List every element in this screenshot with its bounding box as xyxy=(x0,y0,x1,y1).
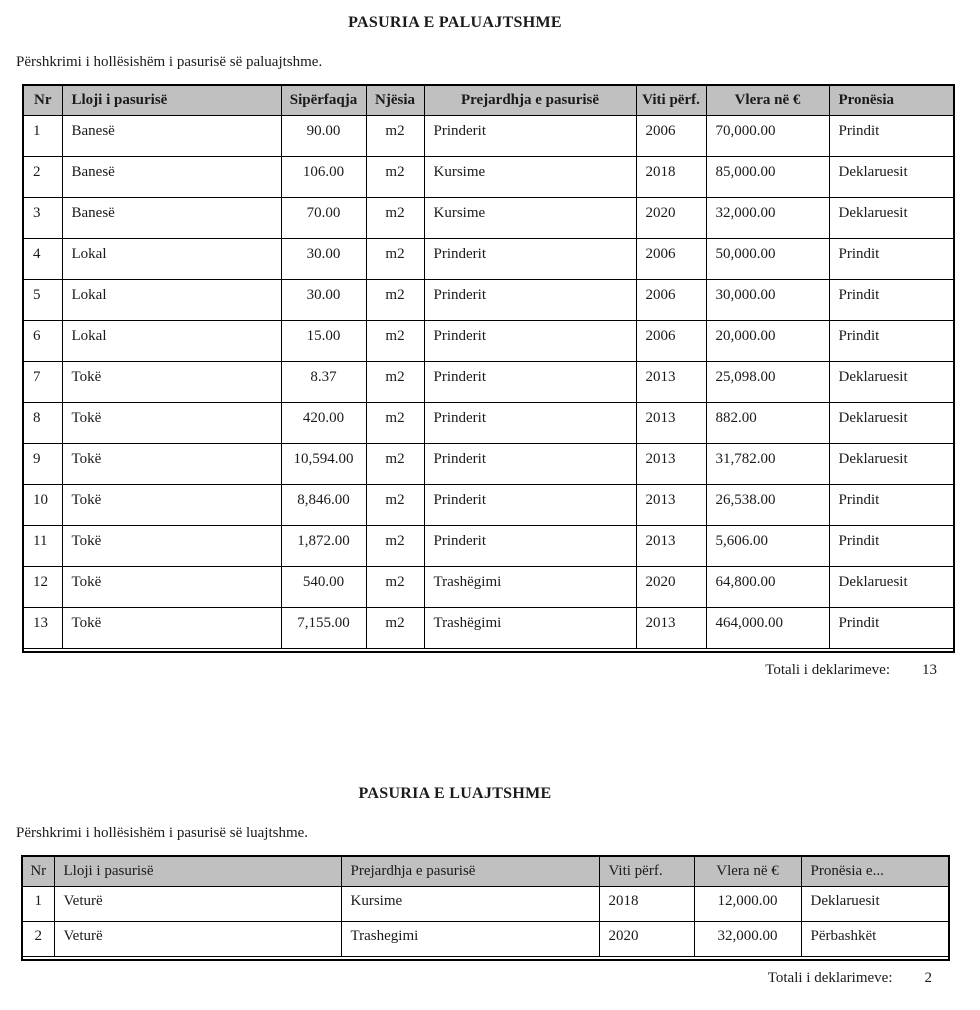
table-cell: 10 xyxy=(23,484,62,525)
table-row xyxy=(23,443,954,484)
table-cell: 32,000.00 xyxy=(694,921,801,956)
table-cell: 70.00 xyxy=(281,197,366,238)
table-cell: 2013 xyxy=(636,607,706,648)
table-cell: 26,538.00 xyxy=(706,484,829,525)
table-cell: Prindit xyxy=(829,607,954,648)
table-cell: 2020 xyxy=(599,921,694,956)
table-cell: m2 xyxy=(366,566,424,607)
table-cell: 2018 xyxy=(636,156,706,197)
column-header-prejardhja: Prejardhja e pasurisë xyxy=(424,85,636,115)
table-cell: m2 xyxy=(366,525,424,566)
table-row xyxy=(23,525,954,566)
table-cell: Prinderit xyxy=(424,238,636,279)
table-cell: 11 xyxy=(23,525,62,566)
table-cell: Tokë xyxy=(62,607,281,648)
table-cell: 8 xyxy=(23,402,62,443)
table-cell: Prindit xyxy=(829,320,954,361)
section-title-immovable: PASURIA E PALUAJTSHME xyxy=(348,14,562,31)
table-cell: Deklaruesit xyxy=(829,197,954,238)
section-description-movable: Përshkrimi i hollësishëm i pasurisë së luajtshme. xyxy=(16,825,309,841)
table-cell: 10,594.00 xyxy=(281,443,366,484)
table-cell: m2 xyxy=(366,402,424,443)
table-cell: Deklaruesit xyxy=(829,566,954,607)
table-cell: 30,000.00 xyxy=(706,279,829,320)
column-header-siperfaqja: Sipërfaqja xyxy=(281,85,366,115)
table-cell: Tokë xyxy=(62,566,281,607)
table-cell: Banesë xyxy=(62,115,281,156)
table-cell: 8.37 xyxy=(281,361,366,402)
table-header-row xyxy=(22,856,949,886)
table-cell: Kursime xyxy=(341,886,599,921)
table-cell: 70,000.00 xyxy=(706,115,829,156)
table-cell: Prinderit xyxy=(424,320,636,361)
table-row xyxy=(23,115,954,156)
table-cell: Lokal xyxy=(62,279,281,320)
column-header-njesia: Njësia xyxy=(366,85,424,115)
table-cell: Tokë xyxy=(62,402,281,443)
column-header-prejardhja: Prejardhja e pasurisë xyxy=(341,856,599,886)
section-spacer xyxy=(0,679,980,785)
table-cell: 25,098.00 xyxy=(706,361,829,402)
table-cell: Tokë xyxy=(62,525,281,566)
table-cell: 12,000.00 xyxy=(694,886,801,921)
column-header-lloji: Lloji i pasurisë xyxy=(54,856,341,886)
table-cell: 31,782.00 xyxy=(706,443,829,484)
column-header-vlera: Vlera në € xyxy=(706,85,829,115)
table-cell: m2 xyxy=(366,197,424,238)
table-cell: Prinderit xyxy=(424,525,636,566)
table-cell: Veturë xyxy=(54,886,341,921)
table-cell: Prindit xyxy=(829,484,954,525)
table-footer xyxy=(22,956,949,960)
table-row xyxy=(23,566,954,607)
table-cell: 4 xyxy=(23,238,62,279)
table-row xyxy=(23,156,954,197)
table-body xyxy=(23,115,954,648)
table-cell: 7 xyxy=(23,361,62,402)
table-cell: m2 xyxy=(366,115,424,156)
table-cell: 5,606.00 xyxy=(706,525,829,566)
table-cell: 30.00 xyxy=(281,238,366,279)
table-cell: 15.00 xyxy=(281,320,366,361)
section-description-immovable: Përshkrimi i hollësishëm i pasurisë së paluajtshme. xyxy=(16,54,323,70)
table-cell: 30.00 xyxy=(281,279,366,320)
table-cell: m2 xyxy=(366,238,424,279)
table-cell: 2020 xyxy=(636,197,706,238)
table-cell: Trashegimi xyxy=(341,921,599,956)
table-cell: Prinderit xyxy=(424,484,636,525)
table-cell: Deklaruesit xyxy=(829,361,954,402)
table-cell: 5 xyxy=(23,279,62,320)
table-cell: 1 xyxy=(23,115,62,156)
section-movable-property xyxy=(0,785,980,987)
table-cell: 13 xyxy=(23,607,62,648)
table-cell: 9 xyxy=(23,443,62,484)
table-cell: 50,000.00 xyxy=(706,238,829,279)
table-cell: Banesë xyxy=(62,156,281,197)
table-cell: 464,000.00 xyxy=(706,607,829,648)
table-cell: 6 xyxy=(23,320,62,361)
table-cell: m2 xyxy=(366,320,424,361)
table-cell: 2018 xyxy=(599,886,694,921)
table-cell: 882.00 xyxy=(706,402,829,443)
table-row xyxy=(22,921,949,956)
table-cell: Prindit xyxy=(829,238,954,279)
totals-value: 2 xyxy=(924,970,932,986)
table-row xyxy=(23,279,954,320)
table-cell: Lokal xyxy=(62,320,281,361)
table-cell: 2006 xyxy=(636,115,706,156)
immovable-property-table xyxy=(22,84,955,653)
table-cell: 1,872.00 xyxy=(281,525,366,566)
table-row xyxy=(23,320,954,361)
table-cell: Banesë xyxy=(62,197,281,238)
table-row xyxy=(22,886,949,921)
table-footer-row xyxy=(22,956,949,960)
table-header-row xyxy=(23,85,954,115)
table-cell: 2013 xyxy=(636,484,706,525)
table-cell: Tokë xyxy=(62,443,281,484)
table-cell: Prindit xyxy=(829,279,954,320)
table-cell: 7,155.00 xyxy=(281,607,366,648)
table-cell: m2 xyxy=(366,484,424,525)
table-row xyxy=(23,402,954,443)
table-cell: m2 xyxy=(366,361,424,402)
table-cell: 106.00 xyxy=(281,156,366,197)
table-cell: Tokë xyxy=(62,361,281,402)
movable-property-table xyxy=(21,855,950,961)
table-cell: Veturë xyxy=(54,921,341,956)
table-body xyxy=(22,886,949,956)
column-header-nr: Nr xyxy=(22,856,54,886)
column-header-pronesia: Pronësia xyxy=(829,85,954,115)
table-cell: 8,846.00 xyxy=(281,484,366,525)
table-row xyxy=(23,484,954,525)
table-cell: Tokë xyxy=(62,484,281,525)
totals-line-movable xyxy=(21,970,948,987)
table-cell: 2 xyxy=(22,921,54,956)
table-cell: Deklaruesit xyxy=(829,156,954,197)
table-row xyxy=(23,197,954,238)
table-cell: 2 xyxy=(23,156,62,197)
table-cell: Lokal xyxy=(62,238,281,279)
table-cell: 2013 xyxy=(636,402,706,443)
column-header-pronesia: Pronësia e... xyxy=(801,856,949,886)
table-cell: Prindit xyxy=(829,525,954,566)
table-cell: Kursime xyxy=(424,197,636,238)
table-header xyxy=(23,85,954,115)
table-footer-row xyxy=(23,648,954,652)
column-header-viti: Viti përf. xyxy=(599,856,694,886)
table-cell: Kursime xyxy=(424,156,636,197)
table-cell: 12 xyxy=(23,566,62,607)
table-cell: 3 xyxy=(23,197,62,238)
column-header-lloji: Lloji i pasurisë xyxy=(62,85,281,115)
table-cell: Prinderit xyxy=(424,115,636,156)
table-cell: Prinderit xyxy=(424,361,636,402)
section-title-movable: PASURIA E LUAJTSHME xyxy=(358,785,552,802)
table-header xyxy=(22,856,949,886)
table-cell: m2 xyxy=(366,443,424,484)
table-cell: 2006 xyxy=(636,320,706,361)
table-cell: Prinderit xyxy=(424,443,636,484)
table-cell: 540.00 xyxy=(281,566,366,607)
totals-line-immovable xyxy=(22,662,953,679)
table-cell: 2006 xyxy=(636,279,706,320)
table-cell: Trashëgimi xyxy=(424,607,636,648)
column-header-vlera: Vlera në € xyxy=(694,856,801,886)
column-header-viti: Viti përf. xyxy=(636,85,706,115)
table-cell: 64,800.00 xyxy=(706,566,829,607)
table-cell: Deklaruesit xyxy=(801,886,949,921)
table-cell: Deklaruesit xyxy=(829,402,954,443)
table-cell: 1 xyxy=(22,886,54,921)
table-row xyxy=(23,361,954,402)
table-cell: Deklaruesit xyxy=(829,443,954,484)
table-cell: Prindit xyxy=(829,115,954,156)
totals-label: Totali i deklarimeve: xyxy=(767,970,893,986)
section-immovable-property xyxy=(0,14,980,679)
table-cell: Prinderit xyxy=(424,402,636,443)
table-cell: 2013 xyxy=(636,361,706,402)
table-cell: 32,000.00 xyxy=(706,197,829,238)
table-cell: m2 xyxy=(366,607,424,648)
table-cell: 2020 xyxy=(636,566,706,607)
totals-value: 13 xyxy=(922,662,937,678)
table-cell: Prinderit xyxy=(424,279,636,320)
table-cell: 420.00 xyxy=(281,402,366,443)
table-cell: Përbashkët xyxy=(801,921,949,956)
totals-label: Totali i deklarimeve: xyxy=(765,662,890,678)
table-row xyxy=(23,607,954,648)
table-cell: m2 xyxy=(366,156,424,197)
table-cell: 20,000.00 xyxy=(706,320,829,361)
table-row xyxy=(23,238,954,279)
table-cell: m2 xyxy=(366,279,424,320)
table-cell: Trashëgimi xyxy=(424,566,636,607)
table-cell: 85,000.00 xyxy=(706,156,829,197)
column-header-nr: Nr xyxy=(23,85,62,115)
table-cell: 2013 xyxy=(636,525,706,566)
table-cell: 90.00 xyxy=(281,115,366,156)
table-cell: 2006 xyxy=(636,238,706,279)
table-footer xyxy=(23,648,954,652)
table-cell: 2013 xyxy=(636,443,706,484)
